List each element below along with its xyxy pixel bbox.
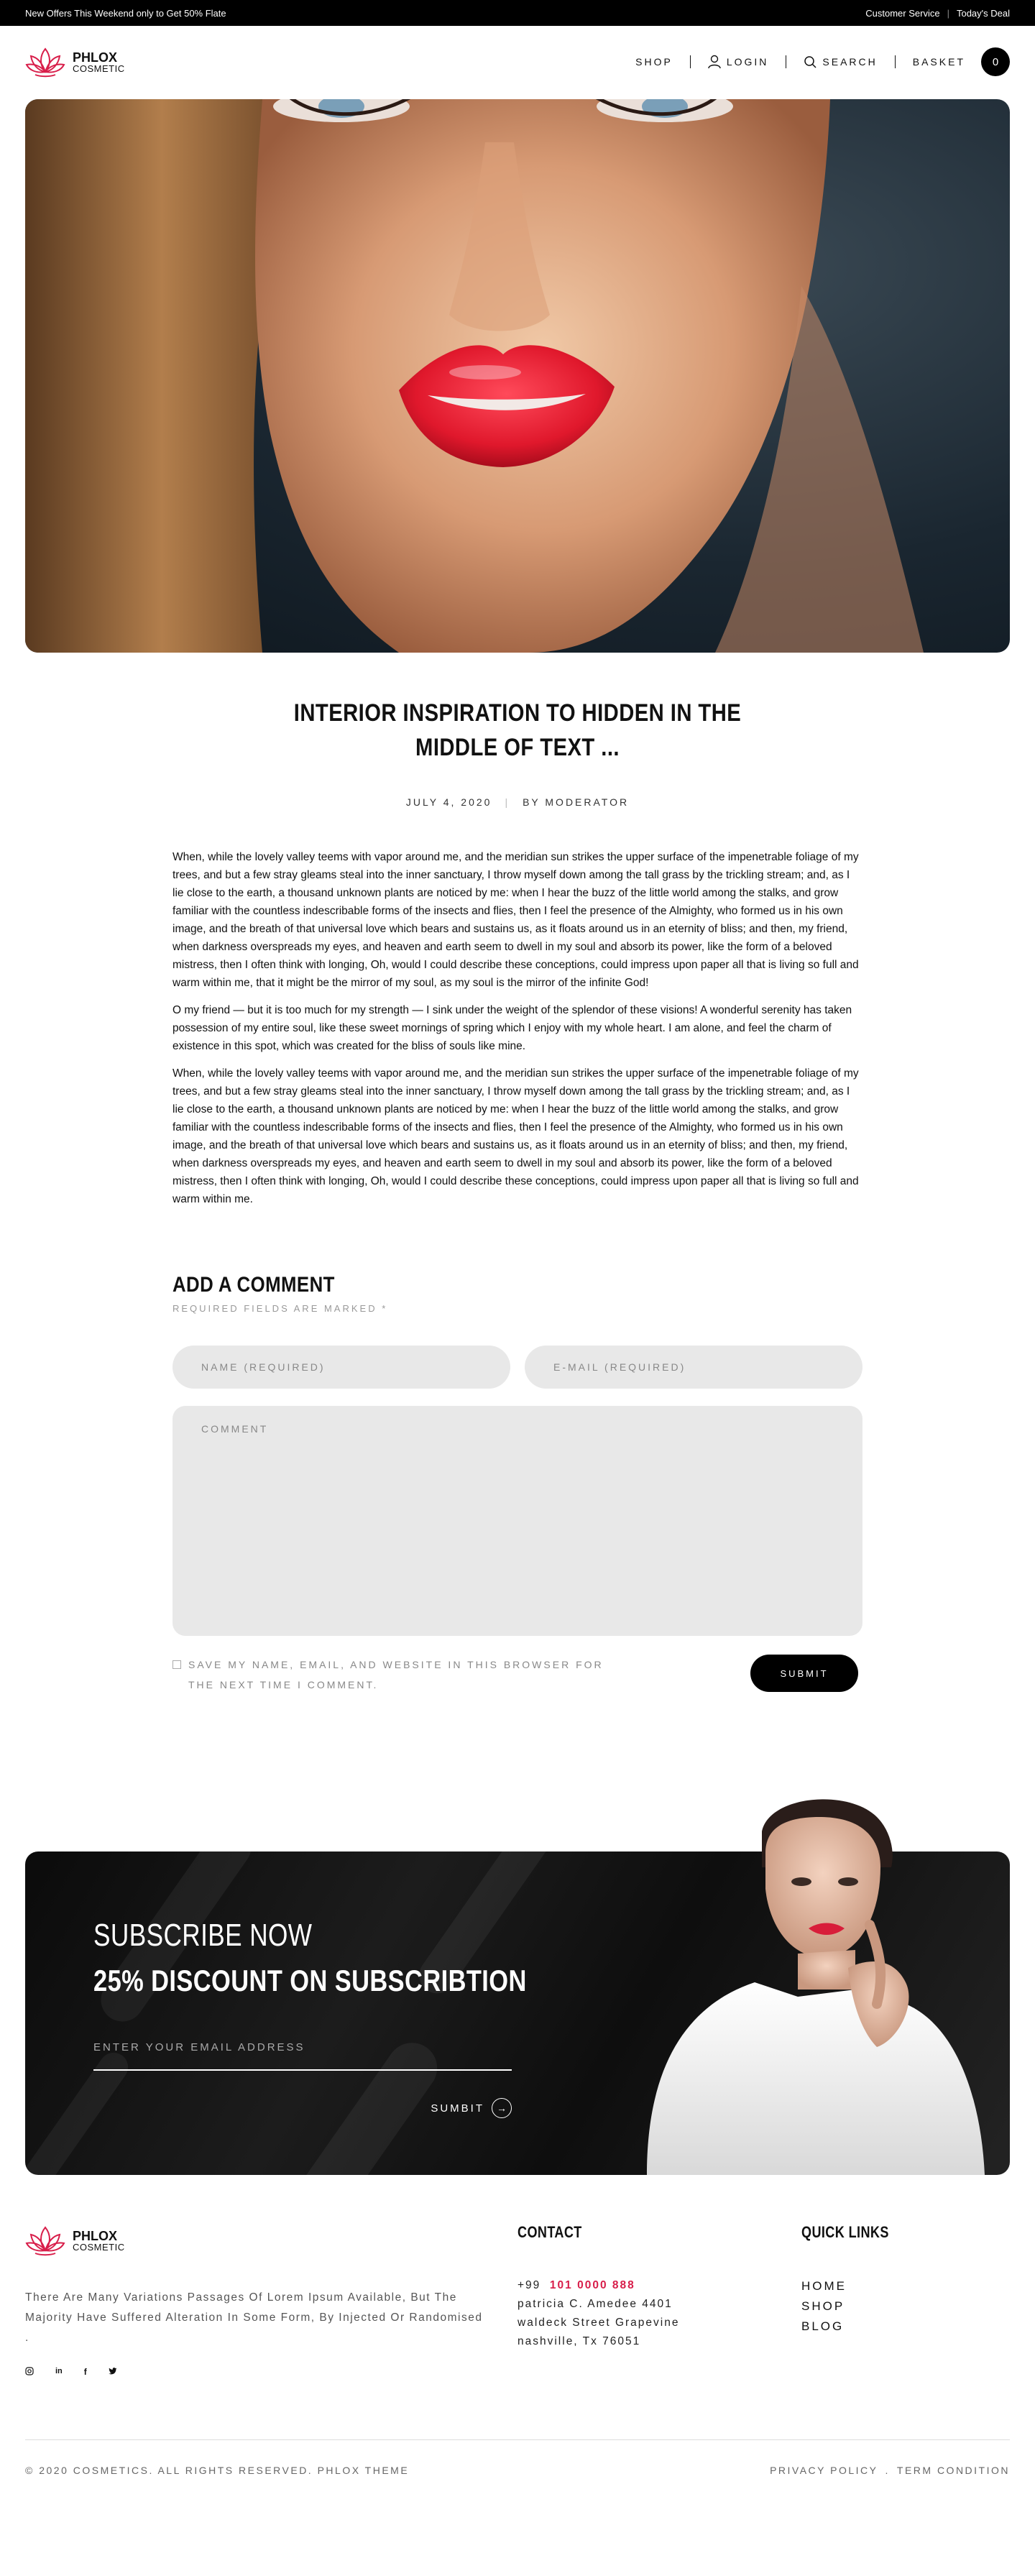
submit-comment-button[interactable]: SUBMIT [750,1655,858,1692]
name-input[interactable]: NAME (REQUIRED) [172,1346,510,1389]
search-icon [804,55,816,68]
social-links [25,2367,518,2378]
nav-shop[interactable]: SHOP [635,56,673,68]
facebook-icon[interactable]: f [83,2367,87,2377]
logo[interactable] [25,45,125,79]
quick-link-shop[interactable]: SHOP [801,2299,845,2313]
meta-divider: | [505,796,510,808]
main-nav [635,47,1010,76]
post-meta [0,796,1035,808]
post-paragraph: When, while the lovely valley teems with vapor around me, and the meridian sun strikes the upper surface of the impenetrable foliage of my trees, and but a few stray gleams steal into the inner sanctuary, I throw myself down among the tall grass by the trickling stream; and, as I lie close to the earth, a thousand unknown plants are noticed by me: when I hear the buzz of the little world among the stalks, and grow familiar with the countless indescribable forms of the insects and flies, then I feel the presence of the Almighty, who formed us in his own image, and the breath of that universal love which bears and sustains us, as it floats around us in an eternity of bliss; and then, my friend, when darkness overspreads my eyes, and heaven and earth seem to dwell in my soul and absorb its power, like the form of a beloved mistress, then I often think with longing, Oh, would I could describe these conceptions, could impress upon paper all that is living so full and warm within me, that it might be the mirror of my soul, as my soul is the mirror of the infinite God! [172,851,859,989]
comment-heading: ADD A COMMENT [172,1273,335,1297]
subscribe-content [93,1918,622,2118]
brand-name: PHLOX [73,50,118,65]
twitter-icon[interactable] [109,2367,117,2378]
user-icon [708,55,721,69]
post-paragraph: When, while the lovely valley teems with vapor around me, and the meridian sun strikes the upper surface of the impenetrable foliage of my trees, and but a few stray gleams steal into the inner sanctuary, I throw myself down among the tall grass by the trickling stream; and, as I lie close to the earth, a thousand unknown plants are noticed by me: when I hear the buzz of the little world among the stalks, and grow familiar with the countless indescribable forms of the insects and flies, then I feel the presence of the Almighty, who formed us in his own image, and the breath of that universal love which bears and sustains us, as it floats around us in an eternity of bliss; and then, my friend, when darkness overspreads my eyes, and heaven and earth seem to dwell in my soul and absorb its power, like the form of a beloved mistress, then I often think with longing, Oh, would I could describe these conceptions, could impress upon paper all that is living so full and warm within me. [172,1067,859,1205]
subscribe-email-input[interactable]: ENTER YOUR EMAIL ADDRESS [93,2041,512,2071]
nav-login-label: LOGIN [726,56,769,68]
post-author[interactable]: BY MODERATOR [523,796,630,808]
lotus-logo-icon [25,45,65,79]
nav-basket-label: BASKET [912,56,965,68]
quick-link-blog[interactable]: BLOG [801,2319,845,2333]
privacy-policy-link[interactable]: PRIVACY POLICY [770,2465,878,2476]
post-body [172,848,862,1208]
site-header [0,26,1035,98]
footer-bottom-bar [25,2439,1010,2476]
arrow-right-icon: → [492,2098,512,2118]
top-announcement-bar [0,0,1035,26]
customer-service-link[interactable]: Customer Service [865,7,940,19]
todays-deal-link[interactable]: Today's Deal [956,7,1010,19]
offer-text: New Offers This Weekend only to Get 50% Flate [25,7,226,19]
footer-brand-name: PHLOX [73,2228,118,2243]
contact-heading: CONTACT [518,2223,582,2241]
footer-description: There Are Many Variations Passages Of Lorem Ipsum Available, But The Majority Have Suffered Alteration In Some Form, By Injected Or Randomised . [25,2291,483,2344]
address-line: waldeck Street Grapevine [518,2317,680,2329]
nav-search-label: SEARCH [822,56,878,68]
linkedin-icon[interactable]: in [55,2367,63,2375]
post-title-line2: MIDDLE OF TEXT ... [415,734,620,761]
contact-phone[interactable] [518,2276,801,2295]
footer-quick-links [801,2223,908,2378]
save-info-label-line1: SAVE MY NAME, EMAIL, AND WEBSITE IN THIS BROWSER FOR [188,1659,604,1670]
footer-contact [518,2223,801,2378]
subscribe-model-illustration [632,1788,992,2175]
post-title-line1: INTERIOR INSPIRATION TO HIDDEN IN THE [293,699,742,727]
post-paragraph: O my friend — but it is too much for my strength — I sink under the weight of the splendor of these visions! A wonderful serenity has taken possession of my entire soul, like these sweet mornings of spring which I enjoy with my whole heart. I am alone, and feel the charm of existence in this spot, which was created for the bliss of souls like mine. [172,1004,852,1052]
post-title [73,696,962,765]
instagram-icon[interactable] [25,2367,34,2378]
nav-login[interactable] [708,55,769,69]
nav-search[interactable] [804,55,877,68]
post-date[interactable]: JULY 4, 2020 [405,796,492,808]
email-input[interactable]: E-MAIL (REQUIRED) [525,1346,862,1389]
save-info-label-line2: THE NEXT TIME I COMMENT. [188,1679,379,1690]
phone-number: 101 0000 888 [549,2279,635,2291]
required-note: REQUIRED FIELDS ARE MARKED * [172,1303,388,1314]
terms-link[interactable]: TERM CONDITION [896,2465,1010,2476]
save-info-checkbox[interactable] [172,1660,181,1669]
subscribe-section [0,1788,1035,2176]
phone-prefix: +99 [518,2279,541,2291]
nav-divider [895,55,896,68]
basket-count-badge: 0 [981,47,1010,76]
nav-divider [690,55,691,68]
lotus-logo-icon [25,2223,65,2258]
comment-form [172,1273,862,1695]
hero-image [25,99,1010,653]
quick-link-home[interactable]: HOME [801,2279,847,2293]
footer-logo[interactable] [25,2223,518,2258]
subscribe-heading: SUBSCRIBE NOW [93,1918,313,1953]
footer-brand-sub: COSMETIC [73,2241,125,2253]
site-footer [0,2176,1035,2476]
link-separator: . [885,2465,890,2476]
hero-portrait-illustration [25,99,1010,653]
quick-links-heading: QUICK LINKS [801,2223,889,2241]
address-line: nashville, Tx 76051 [518,2335,641,2347]
subscribe-submit-label: SUMBIT [431,2102,484,2115]
divider: | [947,7,949,19]
address-line: patricia C. Amedee 4401 [518,2298,673,2310]
comment-textarea[interactable]: COMMENT [172,1406,862,1636]
nav-basket[interactable] [913,47,1010,76]
copyright-text: © 2020 COSMETICS. ALL RIGHTS RESERVED. PHLOX THEME [25,2465,410,2476]
subscribe-discount: 25% DISCOUNT ON SUBSCRIBTION [93,1964,527,1997]
brand-sub: COSMETIC [73,63,125,74]
subscribe-submit-button[interactable] [93,2098,512,2118]
